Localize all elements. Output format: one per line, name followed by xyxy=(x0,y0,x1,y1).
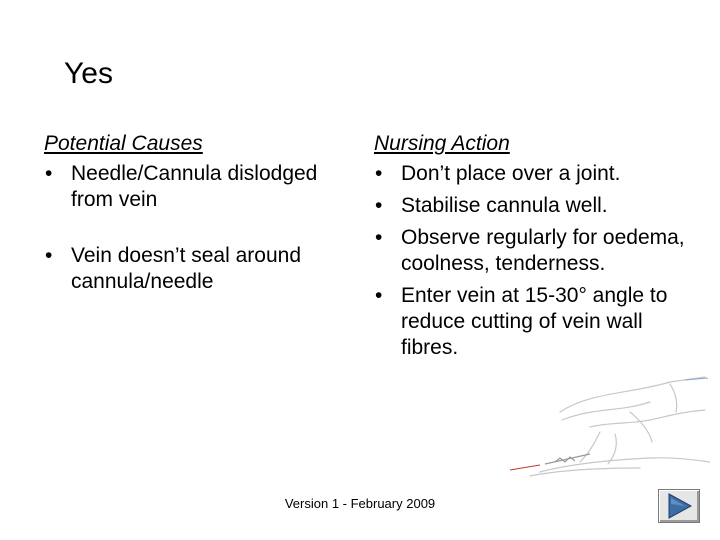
nursing-action-column xyxy=(374,131,704,361)
list-item xyxy=(374,283,704,361)
bullet-glyph: • xyxy=(45,244,53,267)
list-item-text: Needle/Cannula dislodged from vein xyxy=(71,162,318,211)
list-item xyxy=(374,225,704,277)
nursing-action-heading: Nursing Action xyxy=(374,132,510,155)
bullet-glyph: • xyxy=(375,194,383,217)
bullet-glyph: • xyxy=(375,162,383,185)
next-slide-button[interactable] xyxy=(658,489,700,523)
nursing-action-list xyxy=(374,161,704,361)
list-item xyxy=(374,161,704,187)
bullet-glyph: • xyxy=(375,284,383,307)
slide-title: Yes xyxy=(64,57,113,90)
list-item-text: Enter vein at 15-30° angle to reduce cutting of vein wall fibres. xyxy=(401,284,668,359)
bullet-glyph: • xyxy=(45,162,53,185)
cannula-insertion-illustration xyxy=(500,372,710,482)
list-item xyxy=(374,193,704,219)
list-item-text: Stabilise cannula well. xyxy=(401,194,608,217)
potential-causes-heading: Potential Causes xyxy=(44,132,203,155)
play-next-icon xyxy=(659,490,699,522)
list-item xyxy=(44,161,344,213)
bullet-glyph: • xyxy=(375,226,383,249)
list-item-text: Vein doesn’t seal around cannula/needle xyxy=(71,244,302,293)
list-item-text: Observe regularly for oedema, coolness, tenderness. xyxy=(401,226,685,275)
footer-version: Version 1 - February 2009 xyxy=(284,496,436,511)
list-item-text: Don’t place over a joint. xyxy=(401,162,621,185)
potential-causes-list xyxy=(44,161,344,295)
potential-causes-column xyxy=(44,131,344,295)
list-item xyxy=(44,243,344,295)
